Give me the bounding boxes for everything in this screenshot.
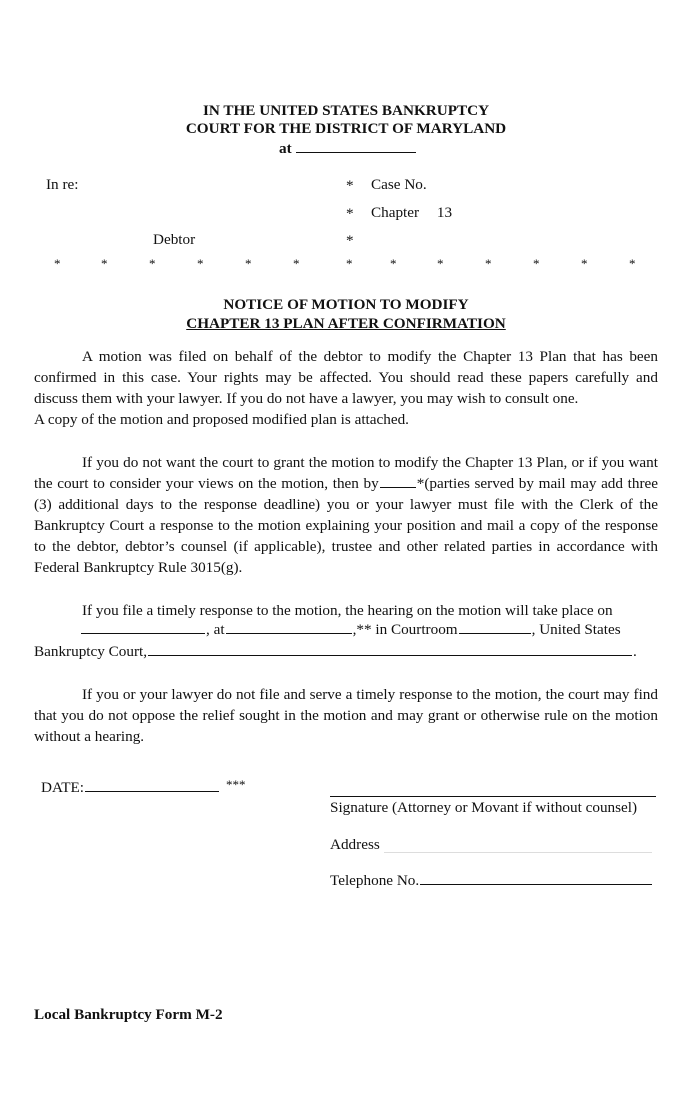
separator-star: * [293, 256, 300, 271]
separator-star: * [245, 256, 252, 271]
separator-star: * [149, 256, 156, 271]
location-blank[interactable] [296, 151, 416, 153]
paragraph-response-deadline [34, 452, 658, 578]
court-heading-line1: IN THE UNITED STATES BANKRUPTCY [202, 102, 490, 119]
paragraph-no-response-text: If you or your lawyer do not file and serve a timely response to the motion, the court may find that you do not oppose the relief sought in the motion and may grant or otherwise rule on the motion without a hearing. [34, 686, 658, 745]
telephone-blank[interactable] [420, 883, 652, 885]
separator-star: * [390, 256, 397, 271]
case-no-label: Case No. [371, 176, 427, 193]
notice-title-line1: NOTICE OF MOTION TO MODIFY [223, 296, 469, 313]
paragraph-motion-filed-text: A motion was filed on behalf of the debtor to modify the Chapter 13 Plan that has been confirmed in this case. Your rights may be affected. You should read these papers carefully and discuss them with your lawyer. If you do not have a lawyer, you may wish to consult one. [34, 348, 658, 407]
chapter-label: Chapter [371, 204, 420, 221]
telephone-field [330, 872, 653, 890]
hearing-at-text: , at [206, 621, 225, 638]
court-heading-line2: COURT FOR THE DISTRICT OF MARYLAND [185, 120, 507, 137]
separator-star: * [437, 256, 444, 271]
court-location-blank[interactable] [148, 654, 632, 656]
paragraph-response-body: *(parties served by mail may add three (3) additional days to the response deadline) you or your lawyer must file with the Clerk of the Bankruptcy Court a response to the motion explaining your position and mail a copy of the response to the debtor, debtor’s counsel (if applicable), trustee and other related parties in accordance with Federal Bankruptcy Rule 3015(g). [34, 475, 659, 576]
hearing-details-line [80, 621, 621, 639]
notice-title-line2-text: CHAPTER 13 PLAN AFTER CONFIRMATION [186, 315, 506, 332]
address-line[interactable] [384, 852, 652, 853]
notice-title-line2 [0, 315, 692, 333]
period: . [633, 643, 637, 660]
form-number-label: Local Bankruptcy Form M-2 [34, 1006, 223, 1023]
chapter-value: 13 [436, 204, 453, 221]
telephone-label: Telephone No. [330, 872, 420, 889]
court-location [279, 140, 417, 158]
separator-star: * [533, 256, 540, 271]
deadline-blank[interactable] [380, 486, 416, 488]
bankruptcy-court-line [34, 643, 637, 661]
date-field [41, 779, 220, 797]
date-blank[interactable] [85, 790, 219, 792]
paragraph-hearing [34, 600, 658, 621]
separator-star: * [629, 256, 636, 271]
separator-star: * [54, 256, 61, 271]
date-stars: *** [226, 777, 246, 792]
caption-star: * [346, 232, 354, 249]
caption-star: * [346, 205, 354, 222]
address-label: Address [330, 836, 380, 853]
hearing-date-blank[interactable] [81, 632, 205, 634]
caption-star: * [346, 177, 354, 194]
courtroom-blank[interactable] [459, 632, 531, 634]
paragraph-response-intro: If you do not want the court to grant the motion to modify the Chapter 13 Plan, or if you want the court to consider your views on the motion, then by [34, 454, 658, 492]
separator-star: * [197, 256, 204, 271]
paragraph-copy-attached: A copy of the motion and proposed modified plan is attached. [34, 411, 409, 428]
chapter-field [371, 204, 452, 222]
separator-star: * [485, 256, 492, 271]
debtor-label: Debtor [153, 231, 196, 248]
hearing-courtroom-text: ,** in Courtroom [352, 621, 458, 638]
hearing-us-text: , United States [531, 621, 621, 638]
paragraph-hearing-intro: If you file a timely response to the motion, the hearing on the motion will take place on [82, 602, 613, 619]
date-label: DATE: [41, 779, 85, 796]
separator-star: * [101, 256, 108, 271]
in-re-label: In re: [46, 176, 79, 193]
hearing-time-blank[interactable] [226, 632, 352, 634]
signature-line[interactable] [330, 796, 656, 797]
bankruptcy-court-text: Bankruptcy Court, [34, 643, 148, 660]
signature-label: Signature (Attorney or Movant if without counsel) [330, 799, 638, 816]
at-label: at [279, 140, 292, 157]
paragraph-no-response [34, 684, 658, 747]
paragraph-motion-filed [34, 346, 658, 430]
separator-star: * [581, 256, 588, 271]
separator-star: * [346, 256, 353, 271]
